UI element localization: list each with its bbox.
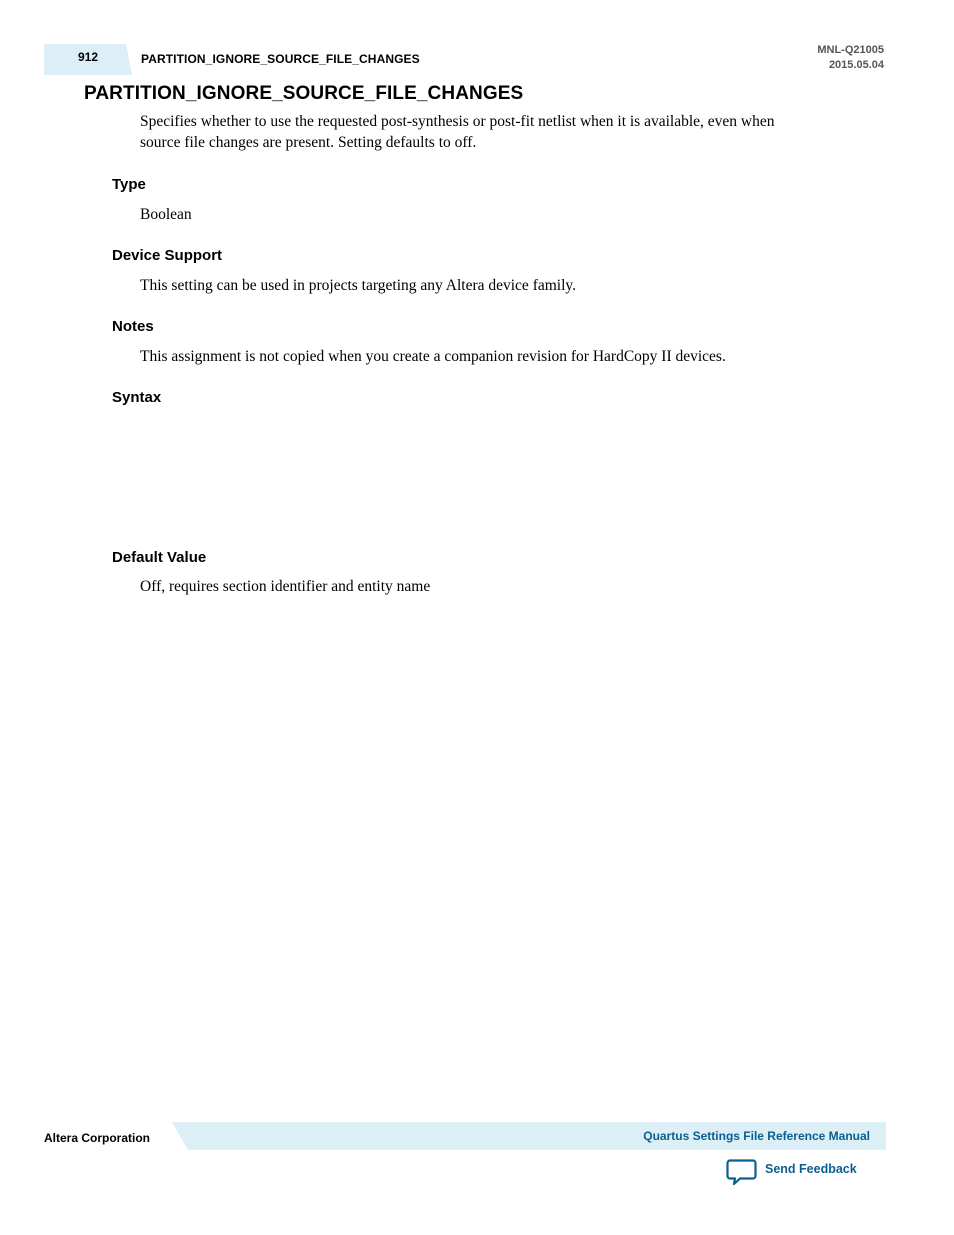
notes-heading: Notes <box>112 318 154 335</box>
send-feedback-label: Send Feedback <box>765 1162 857 1176</box>
page-number: 912 <box>77 50 99 64</box>
send-feedback-link[interactable] <box>726 1158 857 1186</box>
company-name: Altera Corporation <box>44 1131 151 1145</box>
type-heading: Type <box>112 176 146 193</box>
document-id <box>817 43 884 73</box>
doc-id-code: MNL-Q21005 <box>817 44 884 56</box>
device-support-heading: Device Support <box>112 247 223 264</box>
page-title: PARTITION_IGNORE_SOURCE_FILE_CHANGES <box>84 83 524 104</box>
type-value: Boolean <box>140 206 192 223</box>
default-value-text: Off, requires section identifier and entity name <box>140 578 431 595</box>
running-title: PARTITION_IGNORE_SOURCE_FILE_CHANGES <box>141 52 420 66</box>
manual-title-link[interactable]: Quartus Settings File Reference Manual <box>643 1129 870 1143</box>
description <box>140 111 850 153</box>
default-value-heading: Default Value <box>112 549 207 566</box>
description-line-2: source file changes are present. Setting defaults to off. <box>140 134 477 151</box>
speech-bubble-icon <box>726 1158 758 1186</box>
doc-date: 2015.05.04 <box>828 59 884 71</box>
description-line-1: Specifies whether to use the requested post-synthesis or post-fit netlist when it is available, even when <box>140 113 775 130</box>
device-support-text: This setting can be used in projects targeting any Altera device family. <box>140 277 577 294</box>
notes-text: This assignment is not copied when you create a companion revision for HardCopy II devices. <box>140 348 726 365</box>
syntax-heading: Syntax <box>112 389 162 406</box>
